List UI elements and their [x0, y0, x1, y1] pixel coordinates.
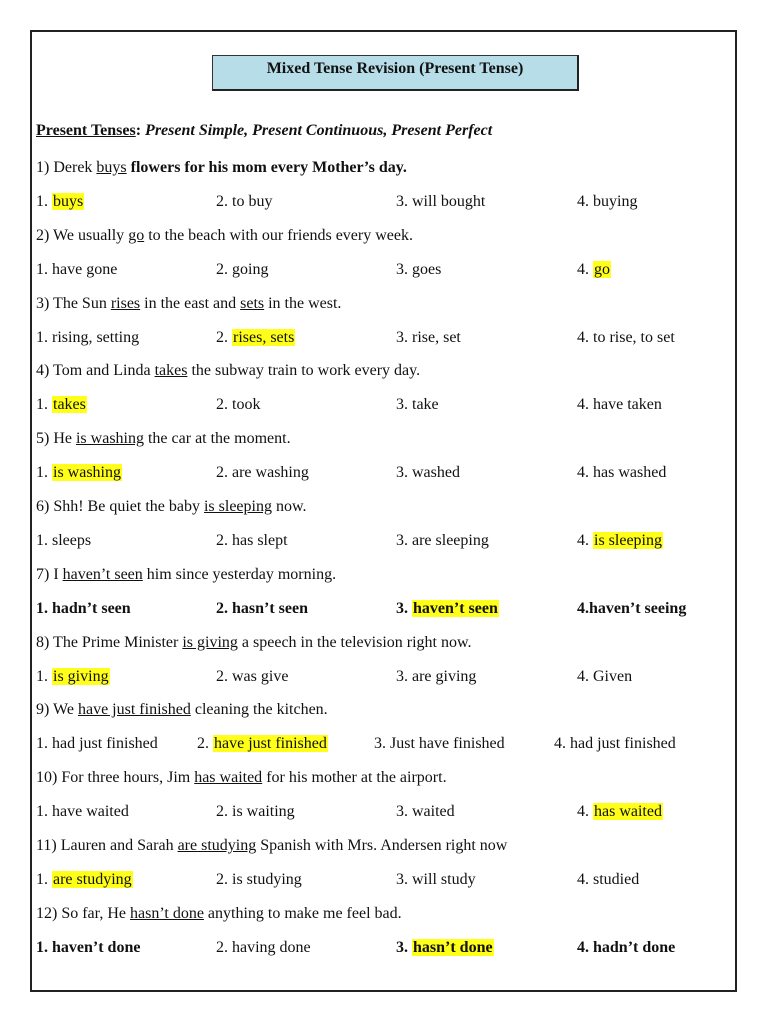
option-3[interactable]	[374, 735, 505, 753]
option-number: 1.	[36, 735, 52, 752]
option-number: 1.	[36, 464, 52, 481]
option-text: was give	[232, 668, 289, 685]
heading-label: Present Tenses	[36, 122, 136, 139]
question-segment: 8) The Prime Minister	[36, 634, 183, 651]
correct-answer-highlight: have just finished	[214, 735, 327, 752]
question-segment: 3) The Sun	[36, 295, 111, 312]
correct-answer-highlight: is sleeping	[594, 532, 662, 549]
option-text: haven’t done	[52, 939, 141, 956]
option-text: have waited	[52, 803, 129, 820]
question-6	[0, 498, 768, 522]
question-2	[0, 227, 768, 251]
target-verb: have just finished	[77, 701, 191, 718]
option-4[interactable]	[577, 668, 632, 686]
option-text: will bought	[412, 193, 486, 210]
question-text	[36, 566, 336, 584]
question-4	[0, 362, 768, 386]
options-12	[0, 939, 768, 963]
option-2[interactable]	[216, 600, 308, 618]
option-3[interactable]	[396, 329, 461, 347]
option-4[interactable]	[577, 532, 663, 550]
option-4[interactable]	[577, 193, 637, 211]
options-5	[0, 464, 768, 488]
correct-answer-highlight: are studying	[53, 871, 132, 888]
option-text: buying	[593, 193, 638, 210]
option-number: 1.	[36, 329, 52, 346]
option-number: 4.	[577, 600, 589, 617]
option-number: 1.	[36, 871, 52, 888]
option-2[interactable]	[216, 532, 288, 550]
option-text: have gone	[52, 261, 118, 278]
option-number: 4.	[554, 735, 570, 752]
option-text: hadn’t seen	[52, 600, 131, 617]
question-segment: 11) Lauren and Sarah	[36, 837, 178, 854]
option-2[interactable]	[216, 668, 288, 686]
option-number: 1.	[36, 261, 52, 278]
question-segment: flowers for his mom every Mother’s day.	[126, 159, 407, 176]
question-text	[36, 362, 420, 380]
option-number: 4.	[577, 329, 593, 346]
target-verb: buys	[96, 159, 127, 176]
section-heading	[36, 122, 492, 140]
option-4[interactable]	[554, 735, 676, 753]
correct-answer-highlight: haven’t seen	[413, 600, 498, 617]
question-segment: the subway train to work every day.	[187, 362, 421, 379]
heading-tense-list: Present Simple, Present Continuous, Present Perfect	[145, 122, 493, 139]
option-text: rise, set	[412, 329, 461, 346]
target-verb: is giving	[182, 634, 238, 651]
question-11	[0, 837, 768, 861]
option-3[interactable]	[396, 803, 455, 821]
target-verb: are studying	[177, 837, 257, 854]
target-verb: is sleeping	[203, 498, 272, 515]
options-7	[0, 600, 768, 624]
option-text: has slept	[232, 532, 288, 549]
option-1[interactable]	[36, 600, 131, 618]
option-number: 3.	[396, 600, 412, 617]
option-2[interactable]	[216, 464, 309, 482]
question-text	[36, 769, 447, 787]
option-number: 1.	[36, 803, 52, 820]
question-7	[0, 566, 768, 590]
option-number: 3.	[396, 396, 412, 413]
option-text: Given	[593, 668, 633, 685]
option-number: 3.	[396, 668, 412, 685]
option-2[interactable]	[216, 871, 302, 889]
option-3[interactable]	[396, 193, 485, 211]
option-text: had just finished	[570, 735, 676, 752]
option-number: 4.	[577, 939, 593, 956]
option-2[interactable]	[216, 329, 295, 347]
option-4[interactable]	[577, 464, 666, 482]
worksheet-title: Mixed Tense Revision (Present Tense)	[212, 55, 579, 91]
question-1	[0, 159, 768, 183]
option-number: 4.	[577, 396, 593, 413]
option-text: goes	[412, 261, 442, 278]
question-text	[36, 634, 472, 652]
question-segment: 2) We usually	[36, 227, 129, 244]
question-text	[36, 701, 328, 719]
option-number: 4.	[577, 464, 593, 481]
option-4[interactable]	[577, 329, 675, 347]
options-11	[0, 871, 768, 895]
question-segment: 1) Derek	[36, 159, 97, 176]
option-text: to rise, to set	[593, 329, 675, 346]
question-segment: anything to make me feel bad.	[203, 905, 402, 922]
question-segment: 10) For three hours, Jim	[36, 769, 195, 786]
option-number: 4.	[577, 871, 593, 888]
option-text: had just finished	[52, 735, 158, 752]
option-number: 3.	[396, 939, 412, 956]
question-segment: Spanish with Mrs. Andersen right now	[256, 837, 508, 854]
option-2[interactable]	[216, 939, 311, 957]
option-4[interactable]	[577, 871, 639, 889]
option-number: 3.	[396, 261, 412, 278]
option-text: is studying	[232, 871, 302, 888]
question-8	[0, 634, 768, 658]
question-segment: cleaning the kitchen.	[190, 701, 328, 718]
correct-answer-highlight: is giving	[53, 668, 109, 685]
option-number: 2.	[216, 396, 232, 413]
option-text: studied	[593, 871, 640, 888]
option-4[interactable]	[577, 600, 686, 618]
option-number: 1.	[36, 532, 52, 549]
option-4[interactable]	[577, 939, 675, 957]
question-segment: in the west.	[264, 295, 342, 312]
option-number: 3.	[396, 871, 412, 888]
option-number: 2.	[216, 464, 232, 481]
question-segment: the car at the moment.	[143, 430, 291, 447]
option-3[interactable]	[396, 532, 489, 550]
options-4	[0, 396, 768, 420]
option-number: 2.	[216, 803, 232, 820]
option-2[interactable]	[197, 735, 328, 753]
option-number: 4.	[577, 261, 593, 278]
option-text: will study	[412, 871, 476, 888]
option-number: 2.	[197, 735, 213, 752]
question-5	[0, 430, 768, 454]
option-number: 2.	[216, 532, 232, 549]
question-3	[0, 295, 768, 319]
option-4[interactable]	[577, 803, 663, 821]
question-9	[0, 701, 768, 725]
option-text: hasn’t seen	[232, 600, 309, 617]
option-number: 1.	[36, 193, 52, 210]
target-verb: takes	[154, 362, 188, 379]
question-segment: 9) We	[36, 701, 78, 718]
question-segment: 6) Shh! Be quiet the baby	[36, 498, 204, 515]
option-3[interactable]	[396, 600, 499, 618]
target-verb: rises	[110, 295, 141, 312]
option-text: hadn’t done	[593, 939, 676, 956]
option-4[interactable]	[577, 261, 611, 279]
option-number: 3.	[396, 329, 412, 346]
option-1[interactable]	[36, 871, 133, 889]
option-4[interactable]	[577, 396, 662, 414]
option-1[interactable]	[36, 939, 140, 957]
option-text: are washing	[232, 464, 309, 481]
correct-answer-highlight: is washing	[53, 464, 121, 481]
option-text: are sleeping	[412, 532, 489, 549]
options-3	[0, 329, 768, 353]
question-segment: in the east and	[140, 295, 241, 312]
heading-colon: :	[135, 122, 142, 139]
options-6	[0, 532, 768, 556]
option-text: to buy	[232, 193, 273, 210]
question-segment: 7) I	[36, 566, 63, 583]
question-segment: 4) Tom and Linda	[36, 362, 155, 379]
option-3[interactable]	[396, 871, 476, 889]
option-number: 1.	[36, 939, 52, 956]
option-text: take	[412, 396, 439, 413]
question-text	[36, 227, 413, 245]
question-segment: to the beach with our friends every week.	[144, 227, 413, 244]
question-text	[36, 498, 306, 516]
option-number: 2.	[216, 939, 232, 956]
target-verb: sets	[240, 295, 265, 312]
option-1[interactable]	[36, 803, 129, 821]
option-number: 1.	[36, 668, 52, 685]
option-number: 2.	[216, 193, 232, 210]
correct-answer-highlight: takes	[53, 396, 86, 413]
option-number: 3.	[374, 735, 390, 752]
option-2[interactable]	[216, 803, 295, 821]
option-1[interactable]	[36, 668, 110, 686]
question-segment: 12) So far, He	[36, 905, 130, 922]
correct-answer-highlight: has waited	[594, 803, 662, 820]
option-2[interactable]	[216, 193, 272, 211]
target-verb: is washing	[75, 430, 144, 447]
option-text: rising, setting	[52, 329, 140, 346]
option-3[interactable]	[396, 464, 460, 482]
correct-answer-highlight: buys	[53, 193, 84, 210]
question-text	[36, 837, 507, 855]
option-number: 2.	[216, 668, 232, 685]
question-segment: for his mother at the airport.	[262, 769, 447, 786]
option-1[interactable]	[36, 329, 139, 347]
option-number: 3.	[396, 464, 412, 481]
question-12	[0, 905, 768, 929]
correct-answer-highlight: hasn’t done	[413, 939, 493, 956]
option-3[interactable]	[396, 939, 494, 957]
option-number: 2.	[216, 871, 232, 888]
option-1[interactable]	[36, 261, 117, 279]
option-text: haven’t seeing	[589, 600, 687, 617]
option-2[interactable]	[216, 261, 268, 279]
option-number: 1.	[36, 600, 52, 617]
option-text: washed	[412, 464, 460, 481]
option-1[interactable]	[36, 193, 84, 211]
question-10	[0, 769, 768, 793]
options-9	[0, 735, 768, 759]
options-2	[0, 261, 768, 285]
question-segment: 5) He	[36, 430, 76, 447]
option-3[interactable]	[396, 396, 439, 414]
option-number: 4.	[577, 668, 593, 685]
question-text	[36, 159, 407, 177]
options-10	[0, 803, 768, 827]
option-number: 2.	[216, 261, 232, 278]
option-2[interactable]	[216, 396, 260, 414]
option-text: is waiting	[232, 803, 295, 820]
question-segment: now.	[271, 498, 307, 515]
question-text	[36, 905, 402, 923]
option-number: 3.	[396, 803, 412, 820]
target-verb: go	[128, 227, 145, 244]
option-number: 4.	[577, 193, 593, 210]
correct-answer-highlight: rises, sets	[233, 329, 295, 346]
question-text	[36, 430, 291, 448]
question-segment: a speech in the television right now.	[237, 634, 472, 651]
option-number: 2.	[216, 329, 232, 346]
options-8	[0, 668, 768, 692]
option-text: took	[232, 396, 261, 413]
option-1[interactable]	[36, 396, 87, 414]
target-verb: haven’t seen	[62, 566, 143, 583]
option-text: has washed	[593, 464, 667, 481]
target-verb: has waited	[194, 769, 263, 786]
option-number: 4.	[577, 532, 593, 549]
option-text: sleeps	[52, 532, 92, 549]
option-number: 3.	[396, 532, 412, 549]
option-1[interactable]	[36, 735, 158, 753]
option-number: 1.	[36, 396, 52, 413]
option-3[interactable]	[396, 261, 441, 279]
option-number: 4.	[577, 803, 593, 820]
option-text: are giving	[412, 668, 477, 685]
option-number: 3.	[396, 193, 412, 210]
option-number: 2.	[216, 600, 232, 617]
correct-answer-highlight: go	[594, 261, 610, 278]
option-1[interactable]	[36, 532, 91, 550]
option-text: waited	[412, 803, 455, 820]
option-text: have taken	[593, 396, 662, 413]
option-text: having done	[232, 939, 311, 956]
option-text: going	[232, 261, 269, 278]
question-text	[36, 295, 341, 313]
option-1[interactable]	[36, 464, 122, 482]
option-3[interactable]	[396, 668, 476, 686]
target-verb: hasn’t done	[130, 905, 204, 922]
options-1	[0, 193, 768, 217]
question-segment: him since yesterday morning.	[142, 566, 337, 583]
option-text: Just have finished	[390, 735, 505, 752]
